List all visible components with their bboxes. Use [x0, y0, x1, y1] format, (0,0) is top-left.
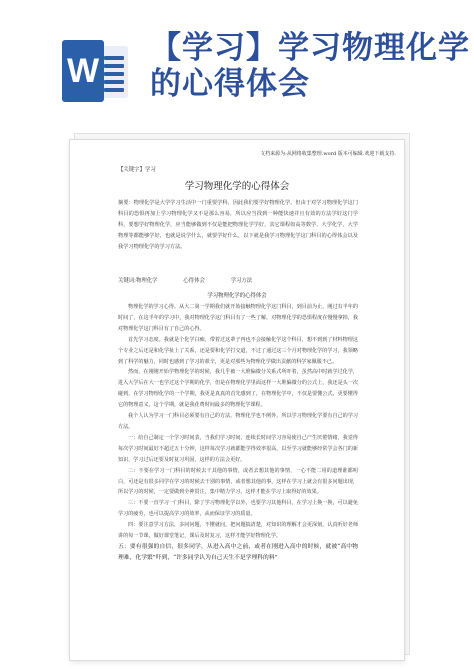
body-paragraph: 物理化学的学习心得。从大二第一学期我们就开始接触物理化学这门科目，到目前为止，刚过有半年的时间了，在这半年的学习中，我对物理化学这门科目有了一些了解，对物理化学的恐惧程度在慢慢拿掉，我对物理化学这门科目有了自己的心得。 — [118, 304, 358, 332]
document-source-line: 文档来源为:从网络收集整理.word 版本可编辑.欢迎下载支持. — [260, 151, 396, 157]
document-abstract: 摘要：物理化学是大学学习生活中一门重要学科，因此我们要学好物理化学。但由于对学习物理化学这门科目的恐惧再加上学习物理化学又不是那么容易，所以应当找到一种能快速并且有效的方法学好这门学科，要想学好物理化学，应当能够做到不仅是能把物理化学学好，其它课程如高等数学、大学化学、大学物理等都能够学好，也就是说学什么，就要学好什么，以下就是我学习物理化学这门科目的心得体会以及我学习物理化学的学习方法。 — [118, 200, 358, 250]
keyword-item: 学习方法 — [230, 278, 253, 284]
header-banner — [0, 0, 474, 120]
document-keyword-tag: 【关键字】学习 — [118, 167, 156, 173]
body-paragraph: 我个人认为学习一门科目必须要有自己的方法，物理化学也不例外，所以学习物理化学要有自己的学习方法。 — [118, 413, 358, 430]
body-paragraph: 二：不要在学习一门科目的时候去干其他的事情，或者去想其他的事情，一心不能二用的道理谁都明白，可还是有很多同学在学习的时候去干别的事情，或者想其他的事，这样在学习上就会有很多问题出现，所以学习的时候，一定要做到全神贯注，集中精力学习，这样才能在学习上取得好的效果。 — [118, 467, 358, 496]
body-paragraph: 一：给自己制定一个学习时间表，当我们学习时间，连续长时间学习容易使自己产生厌倦情绪，我觉得每次学习时间最好不超过五十分钟，这样每次学习就都能学得效率很高，以至学习就能够经常学会各门的新知识，学习过后还要及时复习巩固，这样的方法会更好。 — [118, 434, 358, 463]
document-subtitle: 学习物理化学的心得体会 — [207, 293, 267, 299]
document-title: 学习物理化学的心得体会 — [184, 181, 290, 192]
body-paragraph: 四：要注意学习方法，多问问题，不懂就问，把问题搞清楚，对知识的理解才会更深刻，认真听好老师讲的每一节课，做好课堂笔记，课后及时复习，这样才能学好物理化学。 — [118, 522, 358, 540]
body-paragraph-emphasis: 五：要有很强的自信，很多同学，从进入高中之前，或者在刚进入高中的时候，就被“高中物理难，化学繁”吓到，“许多同学认为自己天生不是学理科的料” — [118, 543, 358, 561]
banner-title: 【学习】学习物理化学的心得体会 — [150, 30, 470, 102]
keyword-item: 关键词:物理化学 — [118, 278, 158, 284]
body-paragraph: 然而，在刚刚开始学物理化学的时候，我几乎被一大堆偏微分关系式所吓着，虽然高中时就学过化学，进入大学后在大一也学过这个学期的化学，但是在物理化学里面这样一大堆偏微分的公式上，我还是头一次碰到，在学习物理化学的一个学期，我更是真真的首先感到了，在物理化学中，不仅是要懂公式，更要懂得它的物理意义，这个学期，就是我花费时间最多的物理化学课程。 — [118, 369, 358, 409]
keywords-row — [118, 276, 368, 284]
document-body — [118, 302, 358, 564]
keyword-item: 心得体会 — [183, 278, 205, 284]
body-paragraph: 首先学习态度。我就是个化学白痴，带着过这辈子再也不会接触化学这个科目，想不到到了材料物理这个专业之后还是和化学扯上了关系，还是要和化学打交道，不过了通过这三个月对物理化学的学习，我领略到了科学的魅力，同时也感到了学习的艰辛，更是对那些为物理化学做出贡献的科学家佩服不已。 — [118, 336, 358, 365]
word-letter-badge: W — [62, 40, 104, 102]
body-paragraph: 三：不要一直学习一门科目，除了学习物理化学以外，也要学习其他科目，在学习上换一换，可以避免学习的疲劳，也可以提高学习的效率，从而保证学习的质量。 — [118, 500, 358, 518]
word-document-icon — [62, 40, 132, 102]
